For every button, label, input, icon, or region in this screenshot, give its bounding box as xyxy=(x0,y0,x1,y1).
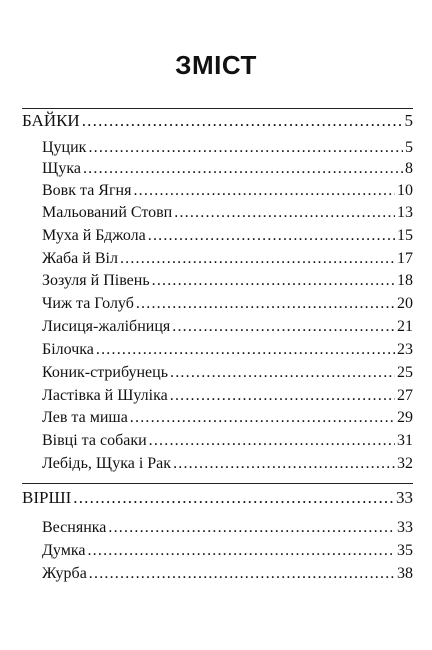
toc-page-number: 38 xyxy=(397,565,413,582)
toc-entry[interactable] xyxy=(42,161,413,177)
toc-page-number: 32 xyxy=(397,455,413,472)
dot-leader xyxy=(148,228,395,244)
toc-entry[interactable] xyxy=(42,228,413,244)
toc-page-number: 8 xyxy=(405,160,413,177)
toc-entry-label: Коник-стрибунець xyxy=(42,364,169,381)
toc-page-number: 18 xyxy=(397,272,413,289)
dot-leader xyxy=(149,433,395,449)
toc-entry[interactable] xyxy=(42,566,413,582)
toc-entry[interactable] xyxy=(42,543,413,559)
page-title: ЗМІСТ xyxy=(175,50,257,80)
dot-leader xyxy=(170,388,395,404)
toc-page-number: 27 xyxy=(397,387,413,404)
dot-leader xyxy=(120,251,395,267)
toc-entry[interactable] xyxy=(42,456,413,472)
toc-entry[interactable] xyxy=(42,273,413,289)
toc-section-baiky[interactable] xyxy=(22,112,413,129)
toc-entry[interactable] xyxy=(42,365,413,381)
toc-page-number: 25 xyxy=(397,364,413,381)
toc-entry-label: Лебідь, Щука і Рак xyxy=(42,455,172,472)
dot-leader xyxy=(133,183,395,199)
toc-section-label: ВІРШІ xyxy=(22,488,72,507)
toc-page-number: 21 xyxy=(397,318,413,335)
dot-leader xyxy=(73,489,394,506)
dot-leader xyxy=(96,342,395,358)
toc-entry[interactable] xyxy=(42,520,413,536)
toc-entry-label: Жаба й Віл xyxy=(42,250,118,267)
section-divider xyxy=(22,108,413,109)
dot-leader xyxy=(87,543,395,559)
dot-leader xyxy=(152,273,395,289)
toc-entry-label: Веснянка xyxy=(42,519,107,536)
toc-entry[interactable] xyxy=(42,183,413,199)
toc-entry-label: Ластівка й Шуліка xyxy=(42,387,168,404)
toc-entry[interactable] xyxy=(42,342,413,358)
toc-page-number: 33 xyxy=(397,519,413,536)
toc-entry-label: Щука xyxy=(42,160,81,177)
toc-page-number: 33 xyxy=(396,488,413,507)
toc-entry[interactable] xyxy=(42,205,413,221)
toc-entry-label: Зозуля й Півень xyxy=(42,272,150,289)
section-divider xyxy=(22,483,413,484)
toc-page-number: 20 xyxy=(397,295,413,312)
toc-page-number: 17 xyxy=(397,250,413,267)
toc-entry-label: Мальований Стовп xyxy=(42,204,173,221)
toc-page-number: 5 xyxy=(405,139,413,156)
dot-leader xyxy=(83,161,403,177)
toc-entry-label: Білочка xyxy=(42,341,94,358)
toc-entry[interactable] xyxy=(42,251,413,267)
toc-page-number: 35 xyxy=(397,542,413,559)
toc-page-number: 15 xyxy=(397,227,413,244)
dot-leader xyxy=(88,140,403,156)
toc-entry-label: Муха й Бджола xyxy=(42,227,146,244)
toc-entry[interactable] xyxy=(42,140,413,156)
toc-entry-label: Чиж та Голуб xyxy=(42,295,134,312)
toc-entry-label: Лисиця-жалібниця xyxy=(42,318,171,335)
toc-page-number: 23 xyxy=(397,341,413,358)
toc-page-number: 10 xyxy=(397,182,413,199)
toc-entry[interactable] xyxy=(42,319,413,335)
toc-entry-label: Журба xyxy=(42,565,87,582)
dot-leader xyxy=(174,205,395,221)
dot-leader xyxy=(136,296,395,312)
dot-leader xyxy=(82,112,403,129)
dot-leader xyxy=(130,410,395,426)
toc-entry[interactable] xyxy=(42,433,413,449)
toc-entry-label: Лев та миша xyxy=(42,409,128,426)
toc-entry-label: Вівці та собаки xyxy=(42,432,147,449)
toc-entry[interactable] xyxy=(42,388,413,404)
dot-leader xyxy=(172,319,395,335)
toc-entry-label: Цуцик xyxy=(42,139,87,156)
toc-entry-label: Вовк та Ягня xyxy=(42,182,132,199)
toc-entry-label: Думка xyxy=(42,542,86,559)
dot-leader xyxy=(108,520,395,536)
toc-page-number: 31 xyxy=(397,432,413,449)
toc-page-number: 29 xyxy=(397,409,413,426)
toc-section-label: БАЙКИ xyxy=(22,111,80,130)
toc-page-number: 13 xyxy=(397,204,413,221)
dot-leader xyxy=(173,456,395,472)
dot-leader xyxy=(89,566,395,582)
toc-entry[interactable] xyxy=(42,410,413,426)
toc-section-virshi[interactable] xyxy=(22,489,413,506)
toc-entry[interactable] xyxy=(42,296,413,312)
dot-leader xyxy=(170,365,395,381)
toc-page-number: 5 xyxy=(404,111,413,130)
